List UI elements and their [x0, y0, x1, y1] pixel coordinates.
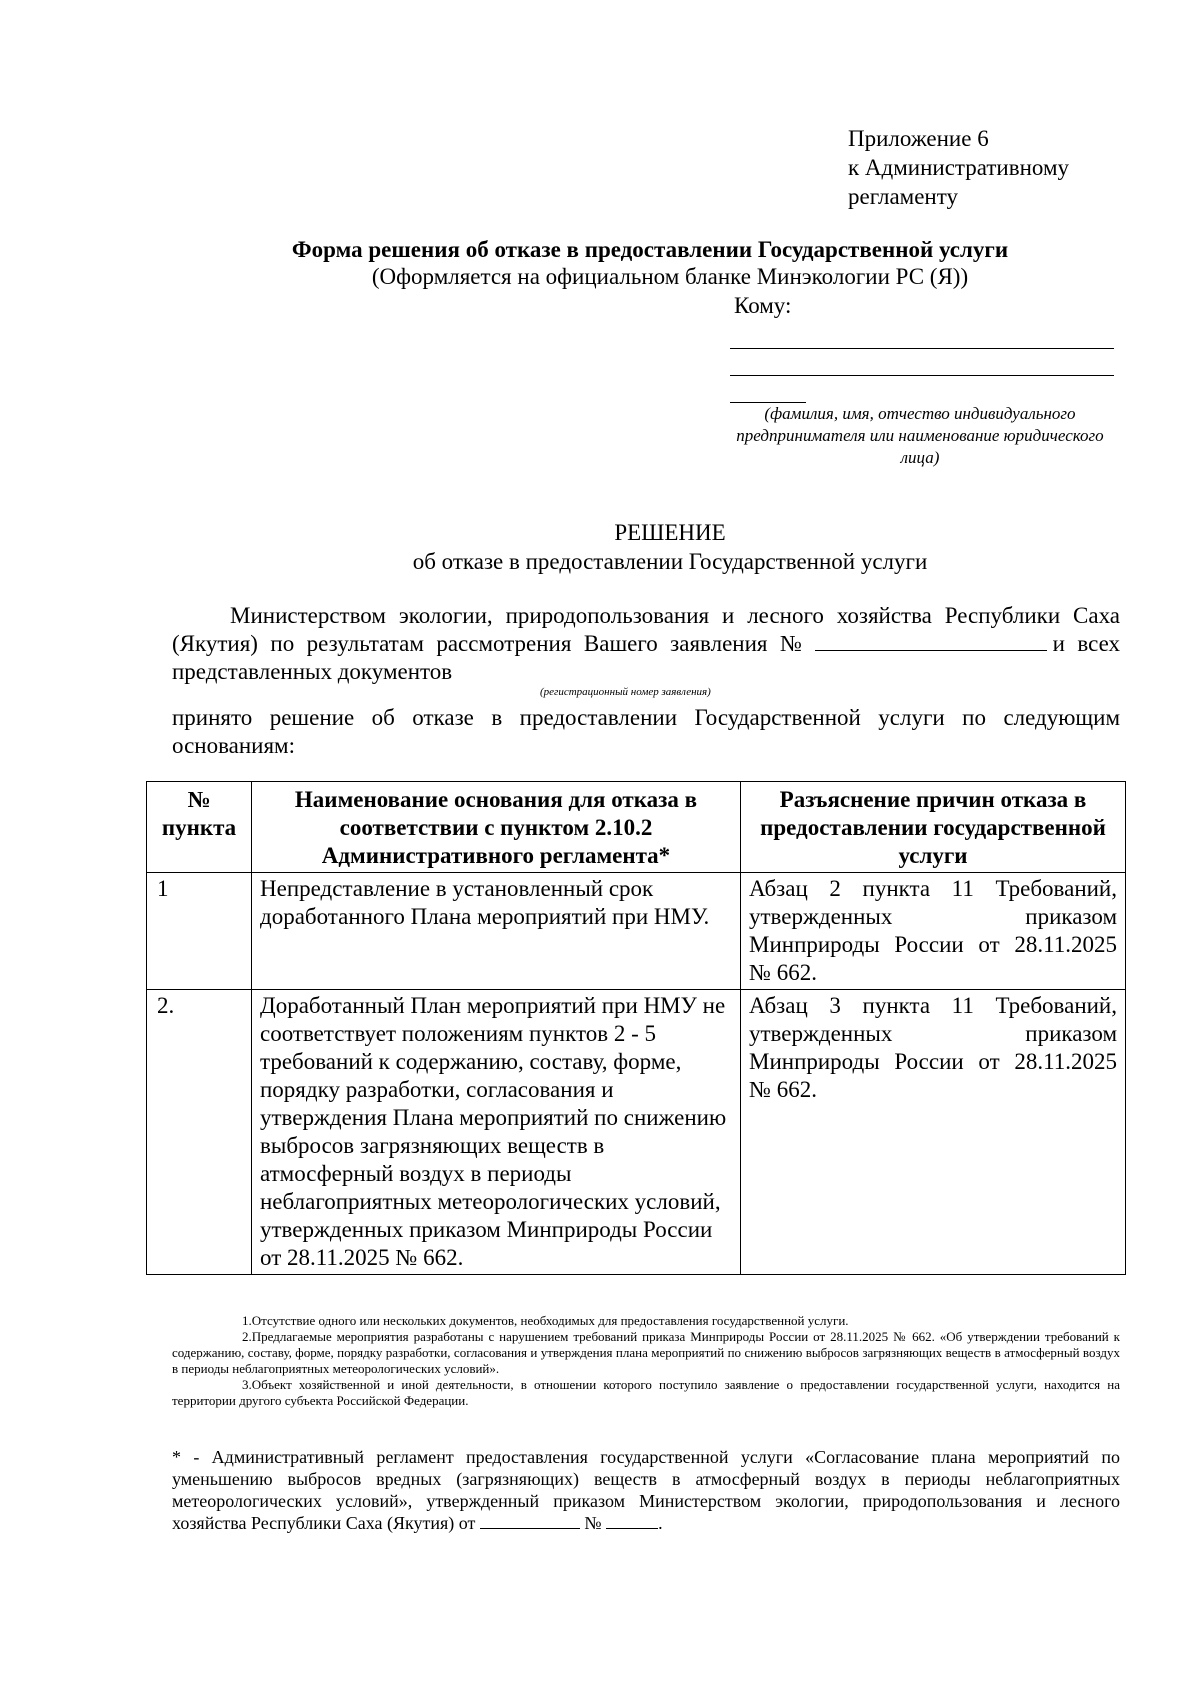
- recipient-label: Кому:: [734, 293, 792, 318]
- appendix-line-3: регламенту: [848, 184, 958, 209]
- header-number: № пункта: [147, 782, 252, 873]
- footnote-number-blank: [606, 1514, 658, 1529]
- row-2-explanation: Абзац 3 пункта 11 Требований, утвержденных приказом Минприроды России от 28.11.2025 № 662.: [741, 990, 1126, 1275]
- decision-subtitle: об отказе в предоставлении Государственной услуги: [412, 549, 928, 574]
- row-1-reason: Непредставление в установленный срок доработанного Плана мероприятий при НМУ.: [252, 873, 741, 990]
- form-title: Форма решения об отказе в предоставлении Государственной услуги: [291, 237, 1009, 262]
- note-2: 2.Предлагаемые мероприятия разработаны с нарушением требований приказа Минприроды России от 28.11.2025 № 662. «Об утверждении требований к содержанию, составу, форме, порядку разработки, согласования и утверждения плана мероприятий по снижению выбросов загрязняющих веществ в атмосферный воздух в периоды неблагоприятных метеорологических условий».: [172, 1329, 1120, 1376]
- body-paragraph-1-start: Министерством экологии, природопользования и лесного хозяйства Республики Саха (Якутия) по результатам рассмотрения Вашего заявления №: [172, 603, 1120, 656]
- appendix-line-2: к Административному: [848, 155, 1070, 180]
- body-paragraph-2: принято решение об отказе в предоставлении Государственной услуги по следующим основаниям:: [172, 705, 1120, 758]
- table-row: [147, 990, 1126, 1275]
- header-reason: Наименование основания для отказа в соответствии с пунктом 2.10.2 Административного регламента*: [252, 782, 741, 873]
- note-3: 3.Объект хозяйственной и иной деятельности, в отношении которого поступило заявление о предоставлении государственной услуги, находится на территории другого субъекта Российской Федерации.: [172, 1377, 1120, 1408]
- table-header-row: [147, 782, 1126, 873]
- registration-number-hint: (регистрационный номер заявления): [540, 686, 711, 698]
- grounds-table: [146, 781, 1126, 1275]
- appendix-block: [848, 124, 1069, 211]
- appendix-line-1: Приложение 6: [848, 126, 989, 151]
- footnote-text: * - Административный регламент предоставления государственной услуги «Согласование плана мероприятий по уменьшению выбросов вредных (загрязняющих) веществ в атмосферный воздух в периоды неблагоприятных метеорологических условий», утвержденный приказом Министерством экологии, природопользования и лесного хозяйства Республики Саха (Якутия) от: [172, 1447, 1120, 1533]
- row-1-explanation: Абзац 2 пункта 11 Требований, утвержденных приказом Минприроды России от 28.11.2025 № 662.: [741, 873, 1126, 990]
- header-explanation: Разъяснение причин отказа в предоставлении государственной услуги: [741, 782, 1126, 873]
- notes-block: [172, 1313, 1120, 1409]
- row-1-number: 1: [147, 873, 252, 990]
- footnote-number-sign: №: [584, 1513, 602, 1533]
- note-1: 1.Отсутствие одного или нескольких документов, необходимых для предоставления государственной услуги.: [242, 1313, 849, 1328]
- form-subtitle: (Оформляется на официальном бланке Минэкологии РС (Я)): [371, 264, 969, 289]
- row-2-number: 2.: [147, 990, 252, 1275]
- footnote: * - Административный регламент предоставления государственной услуги «Согласование плана мероприятий по уменьшению выбросов вредных (загрязняющих) веществ в атмосферный воздух в периоды неблагоприятных метеорологических условий», утвержденный приказом Министерством экологии, природопользования и лесного хозяйства Республики Саха (Якутия) от № .: [172, 1447, 1120, 1533]
- application-number-blank: [815, 630, 1047, 651]
- decision-title: РЕШЕНИЕ: [614, 520, 726, 545]
- recipient-line-2: [730, 375, 1114, 376]
- row-2-reason: Доработанный План мероприятий при НМУ не соответствует положениям пунктов 2 - 5 требований к содержанию, составу, форме, порядку разработки, согласования и утверждения Плана мероприятий по снижению выбросов загрязняющих веществ в атмосферный воздух в периоды неблагоприятных метеорологических условий, утвержденных приказом Минприроды России от 28.11.2025 № 662.: [252, 990, 741, 1275]
- footnote-date-blank: [480, 1514, 580, 1529]
- body-paragraph-1: [172, 602, 1120, 686]
- recipient-hint: (фамилия, имя, отчество индивидуального предпринимателя или наименование юридического лица): [736, 404, 1104, 467]
- body-paragraph-1-end: и всех представленных документов: [172, 631, 1120, 684]
- table-row: [147, 873, 1126, 990]
- recipient-line-1: [730, 348, 1114, 349]
